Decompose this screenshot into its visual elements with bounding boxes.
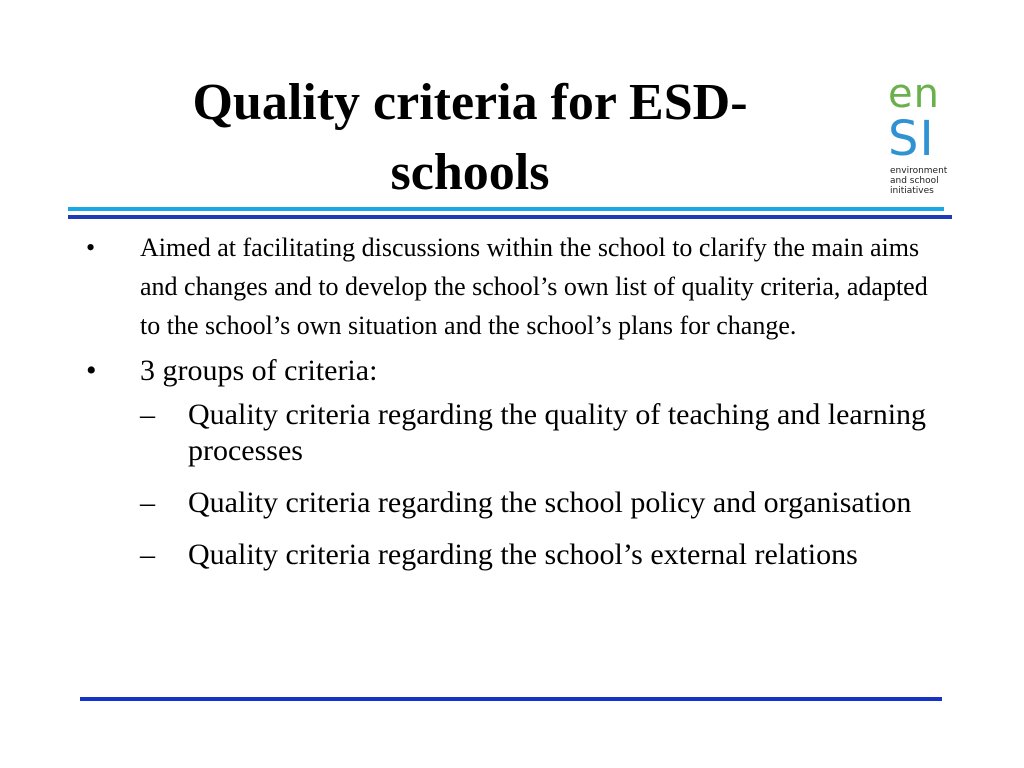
sub-item-text: Quality criteria regarding the school’s external relations: [188, 538, 858, 571]
sub-item-external: [140, 537, 946, 573]
slide-title: [60, 68, 880, 208]
bullet-list: [86, 228, 946, 589]
slide-title-line-1: Quality criteria for ESD-: [192, 74, 748, 131]
bullet-item-aims: [86, 228, 946, 345]
logo-text-en: en: [888, 71, 940, 117]
sub-item-text: Quality criteria regarding the school policy and organisation: [188, 486, 912, 519]
bullet-text: Aimed at facilitating discussions within the school to clarify the main aims and changes and to develop the school’s own list of quality criteria, adapted to the school’s own situation and the school’s plans for change.: [140, 233, 928, 340]
sub-bullet-marker: –: [140, 398, 155, 431]
sub-bullet-marker: –: [140, 538, 155, 571]
footer-divider: [80, 697, 942, 701]
logo-tagline-line-1: environment: [890, 166, 948, 176]
sub-item-teaching: [140, 397, 946, 469]
logo-tagline-line-3: initiatives: [890, 186, 934, 196]
logo-tagline: [890, 166, 960, 196]
sub-bullet-marker: –: [140, 486, 155, 519]
bullet-marker: •: [86, 233, 96, 262]
sub-item-text: Quality criteria regarding the quality of teaching and learning processes: [188, 398, 927, 467]
bullet-marker: •: [86, 354, 97, 387]
sub-bullet-list: [140, 397, 946, 573]
slide-title-line-2: schools: [390, 144, 550, 201]
sub-item-policy: [140, 485, 946, 521]
header-divider-blue: [68, 215, 952, 219]
logo-text-si: SI: [888, 111, 935, 167]
header-divider-cyan: [68, 207, 944, 211]
logo-tagline-line-2: and school: [890, 176, 939, 186]
bullet-item-groups: [86, 351, 946, 573]
bullet-text: 3 groups of criteria:: [140, 354, 378, 387]
ensi-logo: [888, 71, 958, 204]
